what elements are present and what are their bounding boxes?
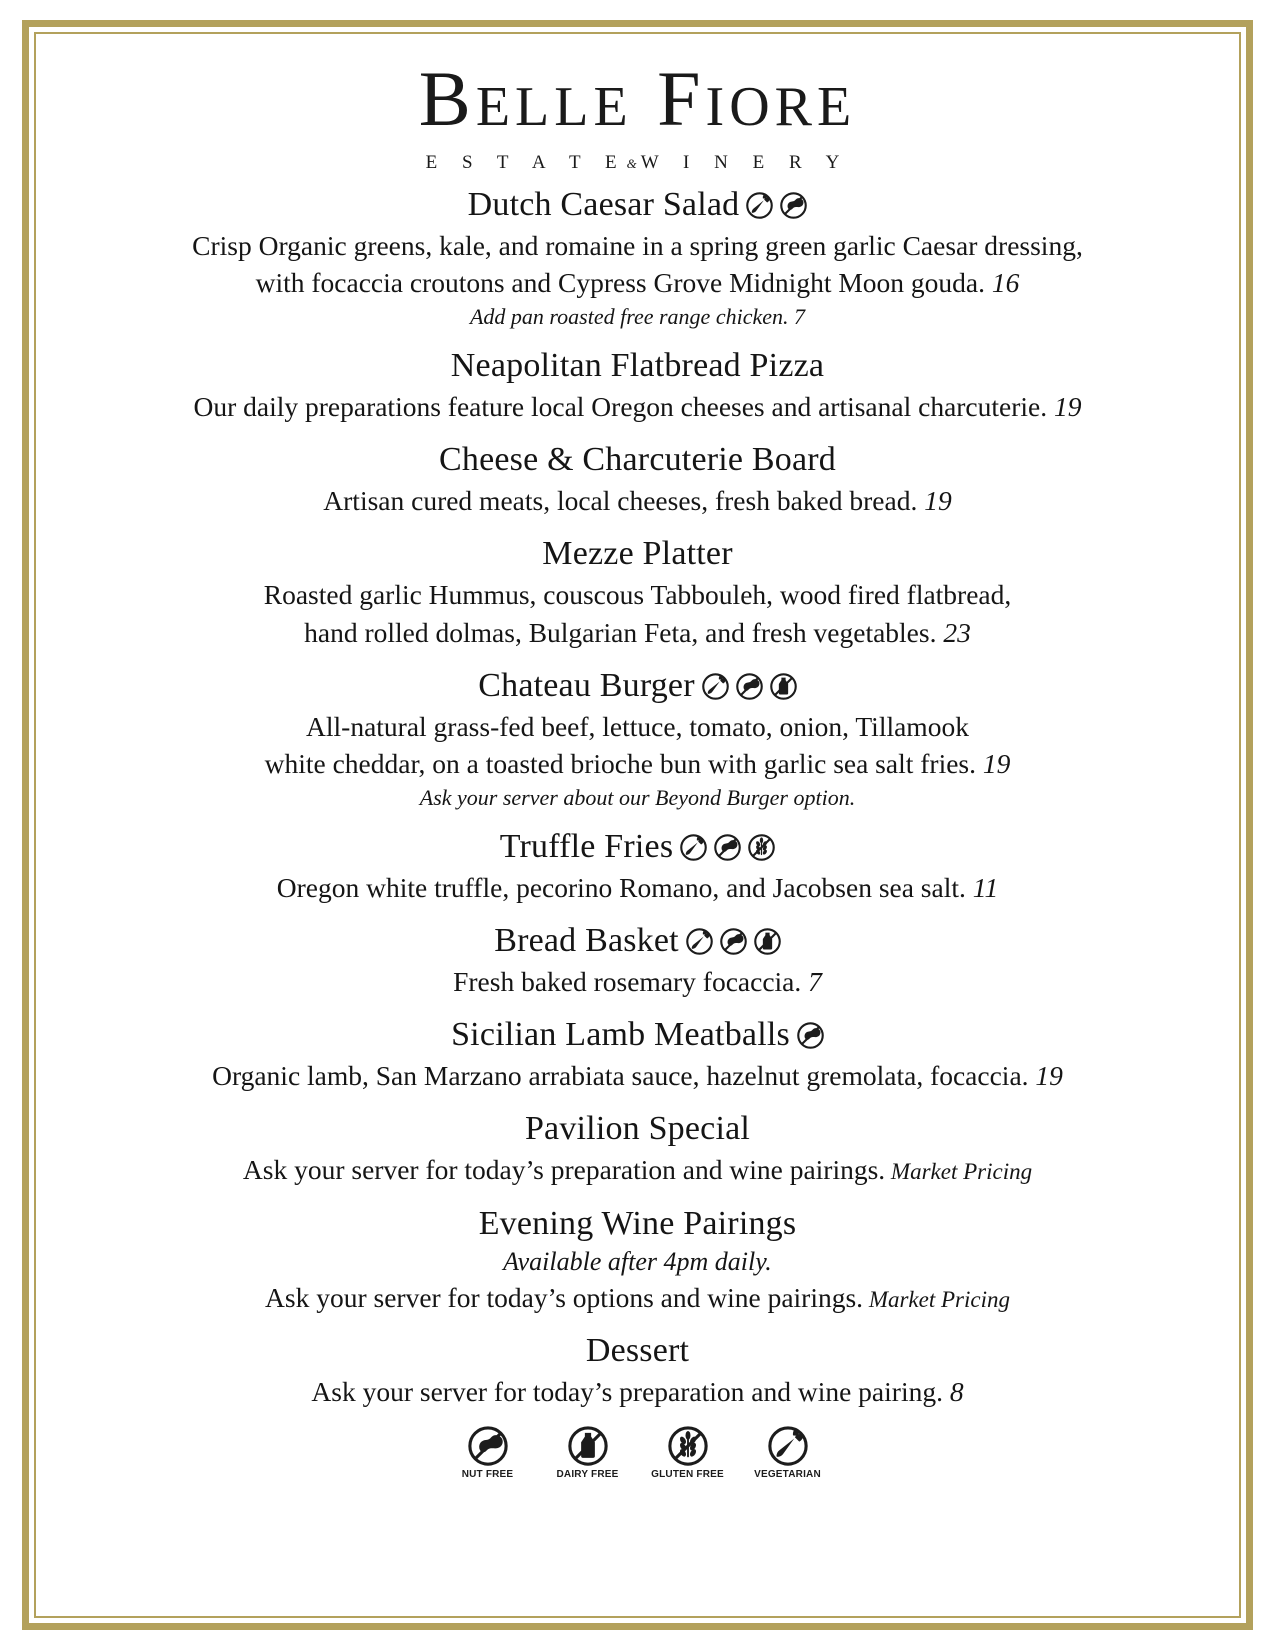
- brand-name: [86, 55, 1189, 142]
- menu-item-title-row: [86, 1014, 1189, 1057]
- menu-item-title: Sicilian Lamb Meatballs: [451, 1016, 790, 1054]
- menu-item-title-row: [86, 1203, 1189, 1246]
- tagline-ampersand: &: [626, 156, 641, 172]
- menu-content: [48, 40, 1227, 1610]
- menu-item-title: Dessert: [585, 1332, 690, 1370]
- gluten-free-icon: [668, 1426, 708, 1466]
- menu-item-description: Fresh baked rosemary focaccia. 7: [453, 965, 822, 997]
- menu-item-description: hand rolled dolmas, Bulgarian Feta, and fresh vegetables. 23: [304, 616, 971, 648]
- menu-item: [86, 1014, 1189, 1094]
- brand-tagline: [86, 152, 1189, 174]
- dairy-free-icon: [754, 928, 781, 955]
- menu-item-description: Crisp Organic greens, kale, and romaine in a spring green garlic Caesar dressing,: [192, 229, 1083, 261]
- menu-item: [86, 1203, 1189, 1317]
- menu-item-title-row: [86, 826, 1189, 869]
- dairy-free-icon: [568, 1426, 608, 1466]
- legend-label: DAIRY FREE: [556, 1469, 619, 1481]
- menu-item-title-row: [86, 1108, 1189, 1151]
- legend-label: VEGETARIAN: [754, 1469, 821, 1481]
- vegetarian-icon: [686, 928, 713, 955]
- tagline-estate: E S T A T E: [425, 152, 627, 174]
- menu-item-title-row: [86, 533, 1189, 576]
- menu-item-price: 8: [942, 1375, 964, 1407]
- menu-item-price: 19: [976, 748, 1011, 780]
- dairy-free-icon: [770, 673, 797, 700]
- menu-item: [86, 345, 1189, 425]
- menu-item-title: Cheese & Charcuterie Board: [439, 441, 836, 479]
- menu-item-title-row: [86, 184, 1189, 227]
- menu-item: [86, 533, 1189, 651]
- tagline-winery: W I N E R Y: [640, 152, 850, 174]
- menu-item-title: Neapolitan Flatbread Pizza: [450, 347, 825, 385]
- brand-name-f: F: [657, 55, 706, 142]
- menu-item: [86, 665, 1189, 812]
- menu-item-description: Ask your server for today’s preparation and wine pairing. 8: [311, 1375, 964, 1407]
- nut-free-icon: [720, 928, 747, 955]
- menu-item-title: Bread Basket: [494, 922, 679, 960]
- brand-name-iore: IORE: [705, 76, 857, 138]
- menu-item-title-row: [86, 439, 1189, 482]
- nut-free-icon: [797, 1022, 824, 1049]
- menu-item-price: 19: [917, 484, 952, 516]
- menu-item-market-price: Market Pricing: [885, 1158, 1033, 1184]
- menu-item-title: Dutch Caesar Salad: [467, 186, 740, 224]
- masthead: [86, 55, 1189, 174]
- menu-item-description: Ask your server for today’s options and wine pairings. Market Pricing: [265, 1281, 1010, 1313]
- legend-label: NUT FREE: [461, 1469, 514, 1481]
- menu-item-title: Truffle Fries: [499, 828, 674, 866]
- menu-item-description: white cheddar, on a toasted brioche bun with garlic sea salt fries. 19: [264, 748, 1011, 780]
- menu-item: [86, 826, 1189, 906]
- menu-item-price: 16: [985, 267, 1020, 299]
- menu-item-title: Chateau Burger: [478, 667, 695, 705]
- menu-item: [86, 1108, 1189, 1188]
- menu-item-price: 11: [965, 871, 999, 903]
- menu-item-description: Organic lamb, San Marzano arrabiata sauce, hazelnut gremolata, focaccia. 19: [212, 1059, 1063, 1091]
- menu-item-price: 23: [936, 616, 971, 648]
- menu-item-price: 7: [801, 965, 822, 997]
- dietary-legend: [86, 1426, 1189, 1480]
- menu-item-price: 19: [1035, 1059, 1063, 1091]
- menu-item-description: All-natural grass-fed beef, lettuce, tomato, onion, Tillamook: [306, 710, 969, 742]
- vegetarian-icon: [680, 834, 707, 861]
- menu-item-note: Ask your server about our Beyond Burger option.: [419, 784, 856, 810]
- menu-item: [86, 439, 1189, 519]
- menu-item-description: Ask your server for today’s preparation and wine pairings. Market Pricing: [242, 1153, 1033, 1185]
- menu-item-title: Evening Wine Pairings: [478, 1204, 797, 1242]
- menu-item-description: Oregon white truffle, pecorino Romano, and Jacobsen sea salt. 11: [276, 871, 999, 903]
- menu-item-price: 19: [1047, 390, 1082, 422]
- legend-entry: [651, 1426, 725, 1480]
- menu-item-note: Add pan roasted free range chicken. 7: [469, 303, 805, 329]
- menu-item: [86, 1330, 1189, 1410]
- vegetarian-icon: [702, 673, 729, 700]
- nut-free-icon: [714, 834, 741, 861]
- nut-free-icon: [780, 192, 807, 219]
- menu-item-description: Our daily preparations feature local Oregon cheeses and artisanal charcuterie. 19: [193, 390, 1082, 422]
- brand-name-elle: ELLE: [475, 76, 633, 138]
- legend-entry: [551, 1426, 625, 1480]
- menu-item-description: with focaccia croutons and Cypress Grove Midnight Moon gouda. 16: [255, 267, 1020, 299]
- menu-item-title-row: [86, 665, 1189, 708]
- legend-label: GLUTEN FREE: [651, 1469, 724, 1481]
- legend-entry: [451, 1426, 525, 1480]
- nut-free-icon: [468, 1426, 508, 1466]
- nut-free-icon: [736, 673, 763, 700]
- menu-item-list: [86, 184, 1189, 1410]
- gluten-free-icon: [748, 834, 775, 861]
- brand-name-b: B: [418, 55, 476, 142]
- menu-item-description: Artisan cured meats, local cheeses, fresh baked bread. 19: [323, 484, 952, 516]
- menu-item: [86, 184, 1189, 331]
- legend-entry: [751, 1426, 825, 1480]
- menu-item-title: Pavilion Special: [524, 1110, 751, 1148]
- menu-item-title-row: [86, 920, 1189, 963]
- menu-item-subtitle: Available after 4pm daily.: [503, 1247, 772, 1277]
- vegetarian-icon: [746, 192, 773, 219]
- menu-item-title-row: [86, 1330, 1189, 1373]
- menu-item: [86, 920, 1189, 1000]
- menu-item-title-row: [86, 345, 1189, 388]
- menu-item-title: Mezze Platter: [542, 535, 733, 573]
- menu-item-description: Roasted garlic Hummus, couscous Tabbouleh, wood fired flatbread,: [263, 578, 1012, 610]
- vegetarian-icon: [768, 1426, 808, 1466]
- menu-item-market-price: Market Pricing: [863, 1286, 1010, 1312]
